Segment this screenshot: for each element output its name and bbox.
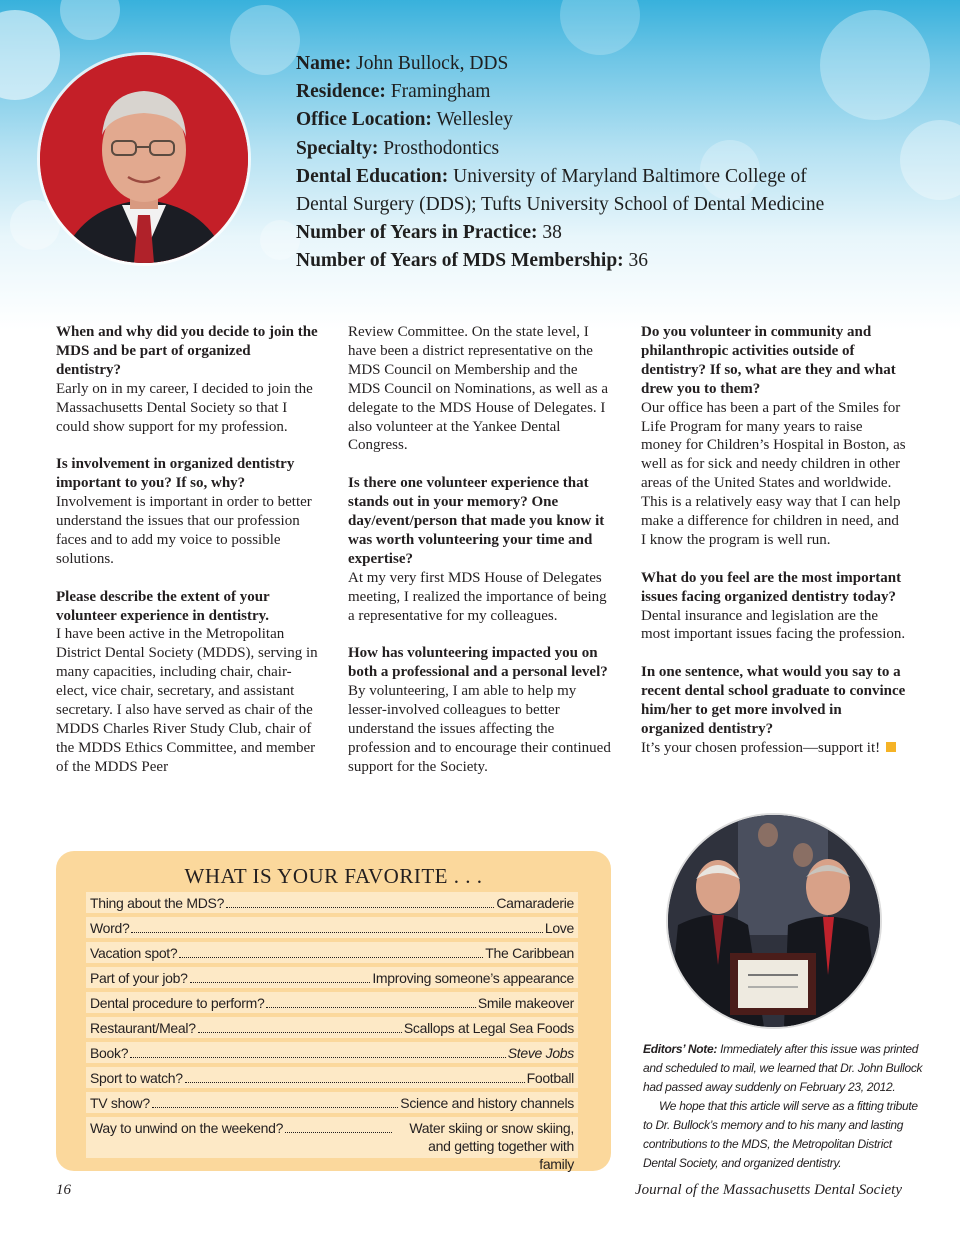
favorite-question: Vacation spot?: [90, 945, 178, 961]
favorite-question: Restaurant/Meal?: [90, 1020, 196, 1036]
profile-education: Dental Education: University of Maryland Baltimore College of: [296, 165, 807, 187]
favorite-question: TV show?: [90, 1095, 150, 1111]
dot-leader: [190, 982, 371, 983]
favorites-title: WHAT IS YOUR FAVORITE . . .: [184, 864, 483, 888]
profile-education-cont: Dental Surgery (DDS); Tufts University School of Dental Medicine: [296, 194, 825, 216]
answer: Dental insurance and legislation are the most important issues facing the profession.: [641, 607, 906, 643]
answer: Our office has been a part of the Smiles for Life Program for many years to raise money for Children’s Hospital in Boston, as well as for sick and needy children in other areas of the United States and worldwide. This is a relatively easy way that I can help make a difference for children in need, and I know the program is well run.: [641, 399, 906, 548]
favorites-row: [86, 992, 578, 1013]
profile-office: Office Location: Wellesley: [296, 109, 513, 131]
profile-specialty: Specialty: Prosthodontics: [296, 137, 500, 159]
answer: By volunteering, I am able to help my lesser-involved colleagues to better understand the issues affecting the profession and to encourage their continued support for the Society.: [348, 683, 611, 775]
award-photo: [668, 815, 880, 1027]
favorite-answer: Football: [526, 1070, 574, 1086]
dot-leader: [266, 1007, 475, 1008]
favorite-answer: Love: [544, 920, 574, 936]
favorite-answer: Steve Jobs: [507, 1045, 574, 1061]
portrait-photo: [40, 55, 248, 263]
favorite-question: Way to unwind on the weekend?: [90, 1120, 284, 1136]
dot-leader: [198, 1032, 402, 1033]
article-column-3: [641, 323, 907, 777]
answer: I have been active in the Metropolitan District Dental Society (MDDS), serving in many capacities, including chair, chair-elect, vice chair, secretary, and assistant secretary. I also have served as chair of the MDDS Charles River Study Club, chair of the MDDS Ethics Committee, and member of the MDDS Peer: [56, 626, 318, 775]
dot-leader: [131, 932, 542, 933]
dot-leader: [130, 1057, 506, 1058]
qa-block: [641, 323, 907, 550]
question: When and why did you decide to join the MDS and be part of organized dentistry?: [56, 324, 318, 378]
dot-leader: [185, 1082, 525, 1083]
dot-leader: [285, 1132, 392, 1133]
favorite-question: Dental procedure to perform?: [90, 995, 265, 1011]
profile-years-membership: Number of Years of MDS Membership: 36: [296, 250, 649, 272]
favorites-row: [86, 942, 578, 963]
favorite-answer: Improving someone’s appearance: [372, 970, 574, 986]
portrait-illustration: [40, 55, 248, 263]
question: What do you feel are the most important issues facing organized dentistry today?: [641, 569, 902, 605]
bokeh-light: [0, 10, 60, 100]
bokeh-light: [560, 0, 640, 55]
favorites-row: [86, 1117, 578, 1172]
profile-years-practice: Number of Years in Practice: 38: [296, 222, 562, 244]
journal-title: Journal of the Massachusetts Dental Society: [634, 1182, 902, 1198]
question: Is there one volunteer experience that stands out in your memory? One day/event/person that made you know it was worth volunteering your time and expertise?: [348, 475, 605, 567]
favorite-answer: Water skiing or snow skiing, and getting together with family: [409, 1120, 574, 1172]
favorite-question: Book?: [90, 1045, 129, 1061]
answer: Early on in my career, I decided to join the Massachusetts Dental Society so that I could show support for my profession.: [56, 380, 313, 435]
editors-note: [643, 1040, 923, 1173]
favorites-row: [86, 892, 578, 913]
favorite-answer: Camaraderie: [496, 895, 574, 911]
page-number: 16: [56, 1182, 71, 1198]
question: Please describe the extent of your volunteer experience in dentistry.: [56, 588, 270, 624]
answer-continued: Review Committee. On the state level, I have been a district representative on the MDS Council on Membership and the MDS Council on Nominations, as well as a delegate to the MDS House of Delegates. I also volunteer at the Yankee Dental Congress.: [348, 324, 608, 454]
profile-name: Name: John Bullock, DDS: [296, 53, 509, 74]
favorites-row: [86, 1042, 578, 1063]
answer: At my very first MDS House of Delegates meeting, I realized the importance of being a representative for my colleagues.: [348, 569, 607, 624]
favorites-row: [86, 967, 578, 988]
editors-note-para: We hope that this article will serve as a fitting tribute to Dr. Bullock’s memory and to his many and lasting contributions to the MDS, the Metropolitan District Dental Society, and organized dentistry.: [643, 1099, 918, 1170]
favorite-answer: Science and history channels: [400, 1095, 574, 1111]
qa-block: [56, 323, 318, 436]
favorite-question: Sport to watch?: [90, 1070, 183, 1086]
qa-block: [56, 588, 318, 777]
favorites-row: [86, 1067, 578, 1088]
bokeh-light: [60, 0, 120, 40]
favorite-answer: Scallops at Legal Sea Foods: [403, 1020, 574, 1036]
profile-residence: Residence: Framingham: [296, 81, 491, 103]
favorites-row: [86, 1092, 578, 1113]
question: How has volunteering impacted you on both a professional and a personal level?: [348, 645, 608, 681]
bokeh-light: [230, 5, 300, 75]
award-illustration: [668, 815, 880, 1027]
answer: Involvement is important in order to better understand the issues that our profession faces and to add my voice to possible solutions.: [56, 494, 312, 567]
dot-leader: [179, 957, 483, 958]
favorites-row: [86, 1017, 578, 1038]
editors-note-para: Editors’ Note: Immediately after this issue was printed and scheduled to mail, we learned that Dr. John Bullock had passed away suddenly on February 23, 2012.: [643, 1042, 923, 1094]
dot-leader: [226, 907, 494, 908]
favorite-question: Thing about the MDS?: [90, 895, 225, 911]
end-mark-icon: [886, 742, 896, 752]
favorite-answer: Smile makeover: [477, 995, 574, 1011]
bokeh-light: [260, 220, 300, 260]
qa-block: [348, 474, 612, 625]
dot-leader: [152, 1107, 398, 1108]
favorite-question: Word?: [90, 920, 130, 936]
article-column-2: [348, 323, 612, 796]
question: Is involvement in organized dentistry important to you? If so, why?: [56, 456, 295, 492]
qa-block: [56, 455, 318, 568]
favorites-list: [86, 892, 578, 1172]
question: In one sentence, what would you say to a recent dental school graduate to convince him/her to get more involved in organized dentistry?: [641, 664, 906, 737]
qa-block: [641, 663, 907, 758]
qa-block: [348, 644, 612, 776]
article-column-1: [56, 323, 318, 796]
profile-facts: [296, 50, 936, 276]
favorite-answer: The Caribbean: [485, 945, 574, 961]
favorite-question: Part of your job?: [90, 970, 188, 986]
answer: It’s your chosen profession—support it!: [641, 739, 907, 758]
qa-block: [641, 569, 907, 645]
question: Do you volunteer in community and philanthropic activities outside of dentistry? If so, what are they and what drew you to them?: [641, 324, 896, 397]
favorites-row: [86, 917, 578, 938]
